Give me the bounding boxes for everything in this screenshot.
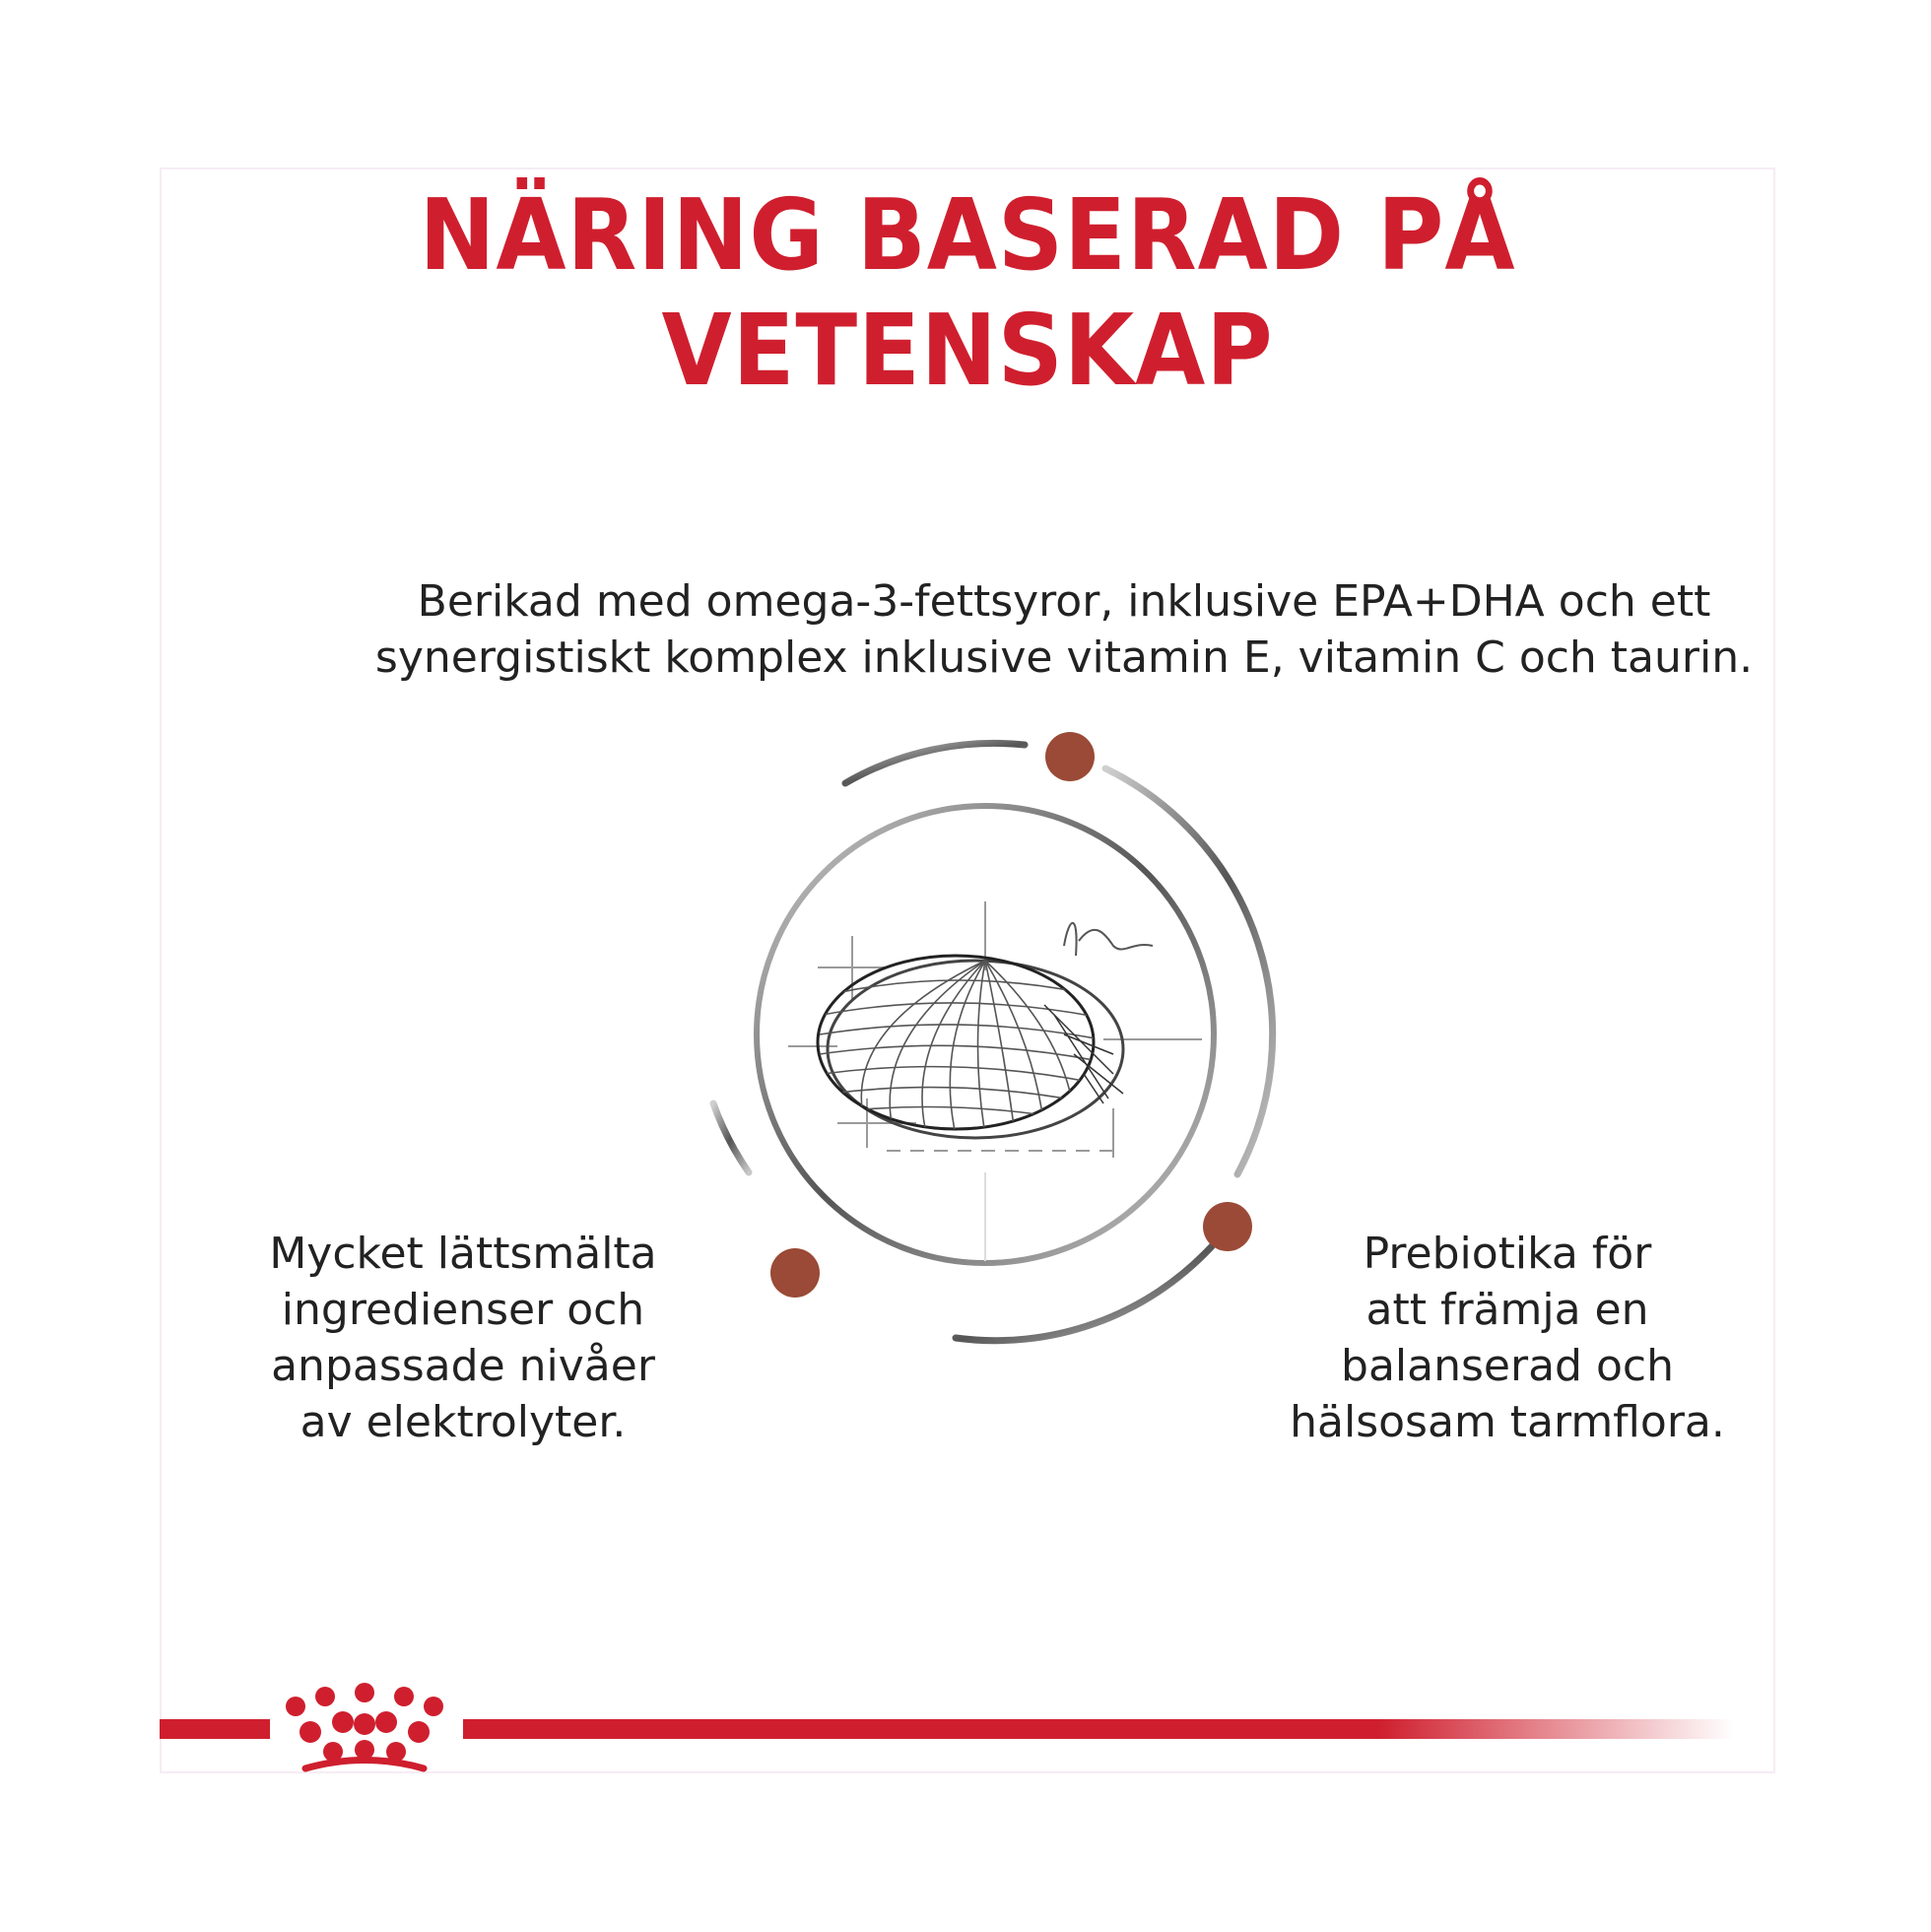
benefit-digestible bbox=[227, 1226, 699, 1450]
benefit-omega3-line: synergistiskt komplex inklusive vitamin E, vitamin C och taurin. bbox=[374, 633, 1754, 683]
benefit-digestible-line: anpassade nivåer bbox=[271, 1341, 655, 1391]
benefit-prebiotics-line: att främja en bbox=[1365, 1285, 1649, 1335]
benefit-prebiotics bbox=[1251, 1226, 1764, 1450]
benefit-prebiotics-line: hälsosam tarmflora. bbox=[1290, 1397, 1725, 1447]
guide-lines bbox=[788, 901, 1202, 1261]
benefit-digestible-line: av elektrolyter. bbox=[300, 1397, 627, 1447]
benefit-prebiotics-line: balanserad och bbox=[1341, 1341, 1674, 1391]
benefit-digestible-line: ingredienser och bbox=[281, 1285, 645, 1335]
brand-bar-left bbox=[160, 1719, 270, 1739]
accent-dot-left bbox=[770, 1248, 820, 1298]
royal-canin-crown-logo bbox=[276, 1675, 453, 1783]
kibble-sketch-illustration bbox=[690, 709, 1320, 1360]
benefit-omega3-line: Berikad med omega-3-fettsyror, inklusive EPA+DHA och ett bbox=[417, 576, 1711, 627]
benefit-prebiotics-line: Prebiotika för bbox=[1363, 1229, 1652, 1279]
page-title: NÄRING BASERAD PÅ VETENSKAP bbox=[419, 177, 1516, 408]
accent-dot-top bbox=[1045, 732, 1095, 781]
accent-dot-right bbox=[1203, 1202, 1252, 1251]
benefit-omega3 bbox=[325, 573, 1803, 686]
brand-bar-right bbox=[463, 1719, 1734, 1739]
benefit-digestible-line: Mycket lättsmälta bbox=[269, 1229, 657, 1279]
